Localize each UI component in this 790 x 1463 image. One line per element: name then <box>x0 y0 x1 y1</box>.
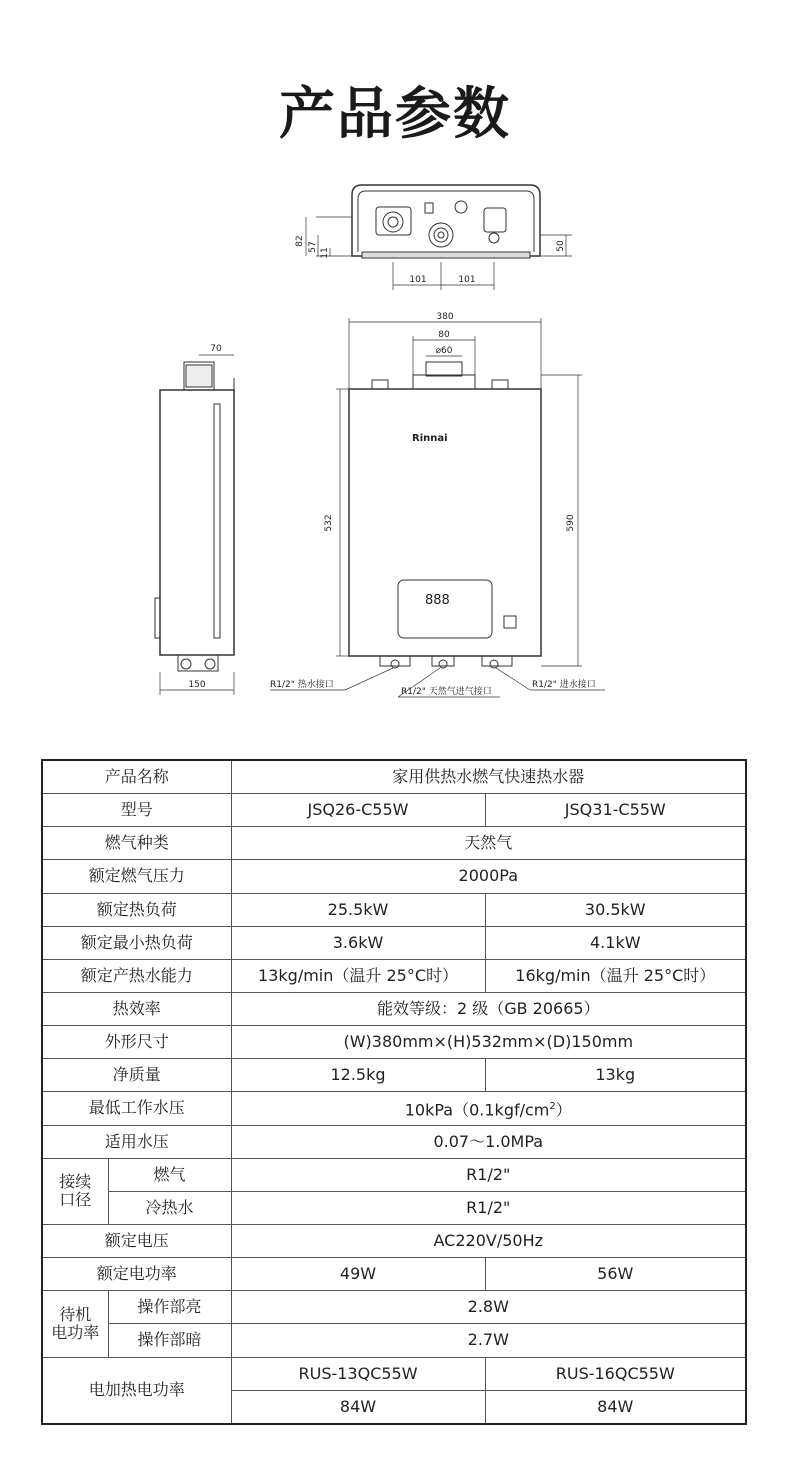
row-label: 额定产热水能力 <box>42 959 231 992</box>
row-value-b: 56W <box>485 1258 746 1291</box>
pressure-value: 10kPa（0.1kgf/cm <box>404 1100 550 1120</box>
group-label-line: 电功率 <box>51 1322 100 1342</box>
row-label: 额定热负荷 <box>42 893 231 926</box>
row-value-b: 13kg <box>485 1059 746 1092</box>
table-row <box>42 1026 746 1059</box>
row-value-b: 84W <box>485 1390 746 1424</box>
row-value-b: JSQ31-C55W <box>485 794 746 827</box>
spec-table <box>41 759 747 1425</box>
front-dim-532: 532 <box>324 514 334 532</box>
table-row <box>42 926 746 959</box>
front-dim-60: ⌀60 <box>435 346 453 356</box>
table-row <box>42 1125 746 1158</box>
row-label: 燃气 <box>108 1158 231 1191</box>
row-value-a: JSQ26-C55W <box>231 794 485 827</box>
row-value: R1/2" <box>231 1191 746 1224</box>
row-value: R1/2" <box>231 1158 746 1191</box>
label-gas-inlet: R1/2" 天然气进气接口 <box>401 687 492 697</box>
top-dim-82: 82 <box>295 235 305 247</box>
table-row <box>42 1158 746 1191</box>
front-view <box>270 318 605 697</box>
row-label: 冷热水 <box>108 1191 231 1224</box>
row-label: 电加热电功率 <box>42 1357 231 1424</box>
row-label: 外形尺寸 <box>42 1026 231 1059</box>
row-value: AC220V/50Hz <box>231 1224 746 1257</box>
table-row <box>42 1092 746 1125</box>
product-dimension-diagram <box>0 170 790 730</box>
table-row <box>42 893 746 926</box>
row-label: 适用水压 <box>42 1125 231 1158</box>
front-dim-80: 80 <box>438 330 450 340</box>
row-value-a: 25.5kW <box>231 893 485 926</box>
table-row <box>42 1357 746 1390</box>
table-row <box>42 760 746 794</box>
table-row <box>42 794 746 827</box>
row-value-b: RUS-16QC55W <box>485 1357 746 1390</box>
row-label: 型号 <box>42 794 231 827</box>
row-value-b: 4.1kW <box>485 926 746 959</box>
row-label: 净质量 <box>42 1059 231 1092</box>
row-label: 额定最小热负荷 <box>42 926 231 959</box>
row-value-a: 13kg/min（温升 25°C时） <box>231 959 485 992</box>
pressure-tail: ） <box>555 1100 572 1120</box>
table-row <box>42 992 746 1025</box>
display-digits: 888 <box>425 593 450 608</box>
top-dim-101-left: 101 <box>409 275 427 285</box>
row-value <box>231 1092 746 1125</box>
row-value: 0.07～1.0MPa <box>231 1125 746 1158</box>
table-row <box>42 1224 746 1257</box>
group-label-standby <box>42 1291 108 1357</box>
table-row <box>42 1059 746 1092</box>
row-label: 操作部亮 <box>108 1291 231 1324</box>
row-value: 2.7W <box>231 1324 746 1357</box>
row-label: 燃气种类 <box>42 827 231 860</box>
row-value-a: 84W <box>231 1390 485 1424</box>
group-label-connection <box>42 1158 108 1224</box>
superscript: 2 <box>549 1100 556 1112</box>
row-value-b: 16kg/min（温升 25°C时） <box>485 959 746 992</box>
group-label-line: 接续 <box>59 1172 92 1192</box>
top-dim-11: 11 <box>320 247 330 259</box>
table-row <box>42 827 746 860</box>
top-dim-50: 50 <box>556 240 566 252</box>
top-dim-101-right: 101 <box>458 275 476 285</box>
table-row <box>42 1291 746 1324</box>
top-view <box>306 185 572 290</box>
row-label: 额定电压 <box>42 1224 231 1257</box>
table-row <box>42 1258 746 1291</box>
label-water-inlet: R1/2" 进水接口 <box>532 680 596 690</box>
label-hot-water: R1/2" 热水接口 <box>270 680 334 690</box>
group-label-line: 口径 <box>59 1190 92 1210</box>
brand-logo: Rinnai <box>412 433 448 444</box>
row-value: 2.8W <box>231 1291 746 1324</box>
row-value: 2000Pa <box>231 860 746 893</box>
row-value: 家用供热水燃气快速热水器 <box>231 760 746 794</box>
front-dim-590: 590 <box>566 514 576 532</box>
front-dim-380: 380 <box>436 312 454 322</box>
page-title: 产品参数 <box>279 82 511 147</box>
table-row <box>42 1324 746 1357</box>
row-value-a: RUS-13QC55W <box>231 1357 485 1390</box>
row-value: 天然气 <box>231 827 746 860</box>
side-dim-150: 150 <box>188 680 206 690</box>
row-label: 最低工作水压 <box>42 1092 231 1125</box>
row-label: 产品名称 <box>42 760 231 794</box>
row-label: 额定燃气压力 <box>42 860 231 893</box>
table-row <box>42 860 746 893</box>
row-label: 热效率 <box>42 992 231 1025</box>
group-label-line: 待机 <box>59 1304 92 1324</box>
row-label: 操作部暗 <box>108 1324 231 1357</box>
row-value-b: 30.5kW <box>485 893 746 926</box>
top-dim-57: 57 <box>308 241 318 253</box>
table-row <box>42 1191 746 1224</box>
row-value-a: 49W <box>231 1258 485 1291</box>
row-label: 额定电功率 <box>42 1258 231 1291</box>
table-row <box>42 959 746 992</box>
row-value-a: 12.5kg <box>231 1059 485 1092</box>
side-dim-70: 70 <box>210 344 222 354</box>
row-value: 能效等级：2 级（GB 20665） <box>231 992 746 1025</box>
row-value-a: 3.6kW <box>231 926 485 959</box>
row-value: (W)380mm×(H)532mm×(D)150mm <box>231 1026 746 1059</box>
side-view <box>155 355 234 695</box>
